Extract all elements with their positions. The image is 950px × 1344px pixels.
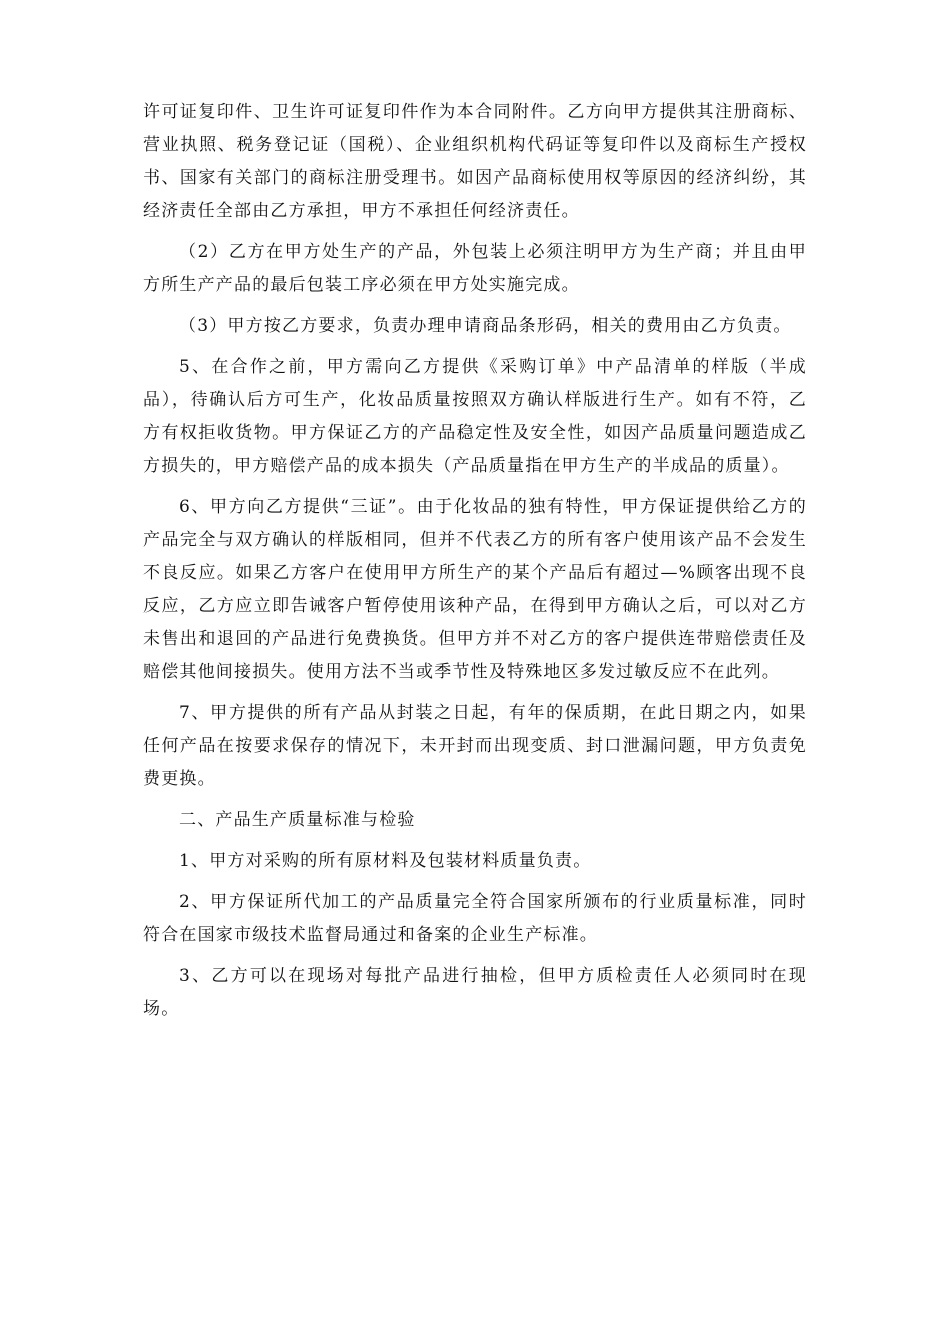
paragraph-item-6-certificates: 6、甲方向乙方提供“三证”。由于化妆品的独有特性，甲方保证提供给乙方的产品完全与双方确认的样版相同，但并不代表乙方的所有客户使用该产品不会发生不良反应。如果乙方客户在使用甲方所生产的某个产品后有超过—%顾客出现不良反应，乙方应立即告诫客户暂停使用该种产品，在得到甲方确认之后，可以对乙方未售出和退回的产品进行免费换货。但甲方并不对乙方的客户提供连带赔偿责任及赔偿其他间接损失。使用方法不当或季节性及特殊地区多发过敏反应不在此列。 <box>143 497 807 682</box>
paragraph-clause-3-barcode: （3）甲方按乙方要求，负责办理申请商品条形码，相关的费用由乙方负责。 <box>179 316 792 336</box>
paragraph-quality-item-1: 1、甲方对采购的所有原材料及包装材料质量负责。 <box>179 851 592 871</box>
document-body <box>143 96 807 1034</box>
section-heading-quality-standards: 二、产品生产质量标准与检验 <box>179 810 416 830</box>
paragraph-quality-item-3: 3、乙方可以在现场对每批产品进行抽检，但甲方质检责任人必须同时在现场。 <box>143 966 807 1019</box>
paragraph-quality-item-2: 2、甲方保证所代加工的产品质量完全符合国家所颁布的行业质量标准，同时符合在国家市级技术监督局通过和备案的企业生产标准。 <box>143 892 807 945</box>
paragraph-clause-2-packaging: （2）乙方在甲方处生产的产品，外包装上必须注明甲方为生产商；并且由甲方所生产产品的最后包装工序必须在甲方处实施完成。 <box>143 242 807 295</box>
paragraph-item-5-samples: 5、在合作之前，甲方需向乙方提供《采购订单》中产品清单的样版（半成品），待确认后方可生产，化妆品质量按照双方确认样版进行生产。如有不符，乙方有权拒收货物。甲方保证乙方的产品稳定性及安全性，如因产品质量问题造成乙方损失的，甲方赔偿产品的成本损失（产品质量指在甲方生产的半成品的质量）。 <box>143 357 807 476</box>
paragraph-license-copies: 许可证复印件、卫生许可证复印件作为本合同附件。乙方向甲方提供其注册商标、营业执照、税务登记证（国税）、企业组织机构代码证等复印件以及商标生产授权书、国家有关部门的商标注册受理书。如因产品商标使用权等原因的经济纠纷，其经济责任全部由乙方承担，甲方不承担任何经济责任。 <box>143 102 807 221</box>
paragraph-item-7-shelf-life: 7、甲方提供的所有产品从封装之日起，有年的保质期，在此日期之内，如果任何产品在按要求保存的情况下，未开封而出现变质、封口泄漏问题，甲方负责免费更换。 <box>143 703 807 789</box>
